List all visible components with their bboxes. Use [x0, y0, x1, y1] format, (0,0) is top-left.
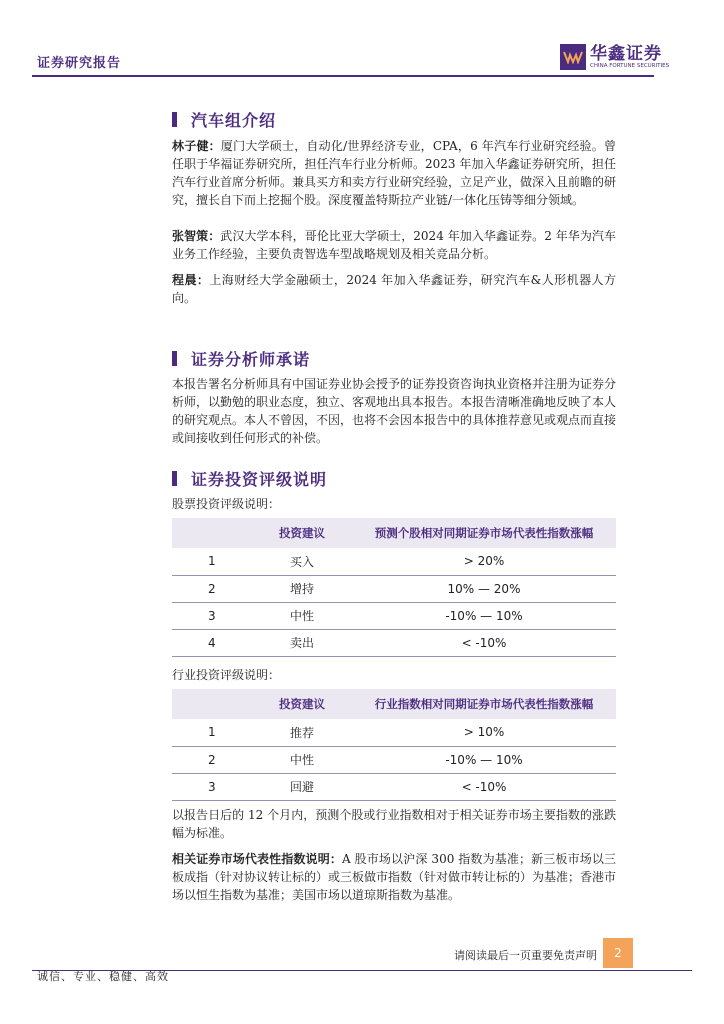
industry-rating-label: 行业投资评级说明： [172, 668, 281, 682]
row-number: 2 [172, 575, 252, 602]
logo-mark-icon [560, 44, 586, 70]
benchmark-label: 相关证券市场代表性指数说明： [172, 852, 342, 866]
benchmark-note [172, 850, 616, 904]
row-recommendation: 回避 [252, 773, 352, 800]
team-heading-text: 汽车组介绍 [191, 111, 277, 130]
member-bio-2 [172, 227, 616, 263]
row-number: 3 [172, 773, 252, 800]
company-slogan: 诚信、专业、稳健、高效 [37, 970, 169, 983]
table-header-cell [172, 518, 252, 548]
commitment-paragraph: 本报告署名分析师具有中国证券业协会授予的证券投资咨询执业资格并注册为证券分析师，以勤勉的职业态度，独立、客观地出具本报告。本报告清晰准确地反映了本人的研究观点。本人不曾因，不因，也将不会因本报告中的具体推荐意见或观点而直接或间接收到任何形式的补偿。 [172, 377, 617, 445]
member-name: 程晨： [172, 273, 210, 287]
member-bio-3 [172, 271, 616, 307]
header-divider [32, 75, 654, 77]
table-row [172, 548, 616, 575]
logo-name-en: CHINA FORTUNE SECURITIES [590, 62, 670, 69]
rating-period-note: 以报告日后的 12 个月内，预测个股或行业指数相对于相关证券市场主要指数的涨跌幅为标准。 [172, 808, 616, 840]
stock-rating-label: 股票投资评级说明： [172, 497, 281, 511]
table-row [172, 629, 616, 656]
row-recommendation: 中性 [252, 746, 352, 773]
row-number: 1 [172, 548, 252, 575]
row-number: 4 [172, 629, 252, 656]
report-type-label: 证券研究报告 [37, 56, 122, 71]
row-range: > 20% [352, 548, 616, 575]
table-row [172, 746, 616, 773]
table-row [172, 773, 616, 800]
table-header-cell [172, 689, 252, 719]
benchmark-text: A 股市场以沪深 300 指数为基准；新三板市场以三板成指（针对协议转让标的）或三板做市指数（针对做市转让标的）为基准；香港市场以恒生指数为基准；美国市场以道琼斯指数为基准。 [172, 852, 617, 902]
rating-section-heading [172, 467, 327, 490]
row-recommendation: 增持 [252, 575, 352, 602]
row-range: < -10% [352, 773, 616, 800]
stock-rating-table [172, 518, 616, 657]
brand-logo [560, 44, 669, 70]
heading-bar [172, 351, 177, 366]
row-number: 2 [172, 746, 252, 773]
heading-bar [172, 112, 177, 127]
row-recommendation: 中性 [252, 602, 352, 629]
table-header-cell: 投资建议 [252, 689, 352, 719]
table-header-row [172, 689, 616, 719]
row-range: -10% — 10% [352, 602, 616, 629]
row-number: 1 [172, 719, 252, 746]
heading-bar [172, 471, 177, 486]
disclaimer-reminder: 请阅读最后一页重要免责声明 [454, 949, 597, 962]
industry-rating-table [172, 689, 616, 801]
row-range: -10% — 10% [352, 746, 616, 773]
table-row [172, 575, 616, 602]
member-bio-text: 武汉大学本科，哥伦比亚大学硕士，2024 年加入华鑫证券。2 年华为汽车业务工作经验，主要负责智选车型战略规划及相关竞品分析。 [172, 229, 616, 261]
row-recommendation: 卖出 [252, 629, 352, 656]
row-range: 10% — 20% [352, 575, 616, 602]
logo-name-cn: 华鑫证券 [590, 43, 662, 64]
table-header-row [172, 518, 616, 548]
table-header-cell: 预测个股相对同期证券市场代表性指数涨幅 [352, 518, 616, 548]
member-bio-1 [172, 137, 616, 209]
table-row [172, 602, 616, 629]
row-range: > 10% [352, 719, 616, 746]
table-header-cell: 行业指数相对同期证券市场代表性指数涨幅 [352, 689, 616, 719]
table-row [172, 719, 616, 746]
row-number: 3 [172, 602, 252, 629]
member-bio-text: 上海财经大学金融硕士，2024 年加入华鑫证券，研究汽车&人形机器人方向。 [172, 273, 616, 305]
member-bio-text: 厦门大学硕士，自动化/世界经济专业，CPA，6 年汽车行业研究经验。曾任职于华福证券研究所，担任汽车行业分析师。2023 年加入华鑫证券研究所，担任汽车行业首席分析师。兼具买方和卖方行业研究经验，立足产业，做深入且前瞻的研究，擅长自下而上挖掘个股。深度覆盖特斯拉产业链/一体化压铸等细分领域。 [172, 139, 617, 207]
row-range: < -10% [352, 629, 616, 656]
row-recommendation: 推荐 [252, 719, 352, 746]
rating-heading-text: 证券投资评级说明 [191, 470, 328, 489]
member-name: 林子健： [172, 139, 221, 153]
commitment-section-heading [172, 347, 310, 370]
commitment-heading-text: 证券分析师承诺 [191, 350, 311, 369]
team-section-heading [172, 108, 276, 131]
row-recommendation: 买入 [252, 548, 352, 575]
member-name: 张智策： [172, 229, 221, 243]
page-number-badge: 2 [603, 938, 633, 968]
table-header-cell: 投资建议 [252, 518, 352, 548]
